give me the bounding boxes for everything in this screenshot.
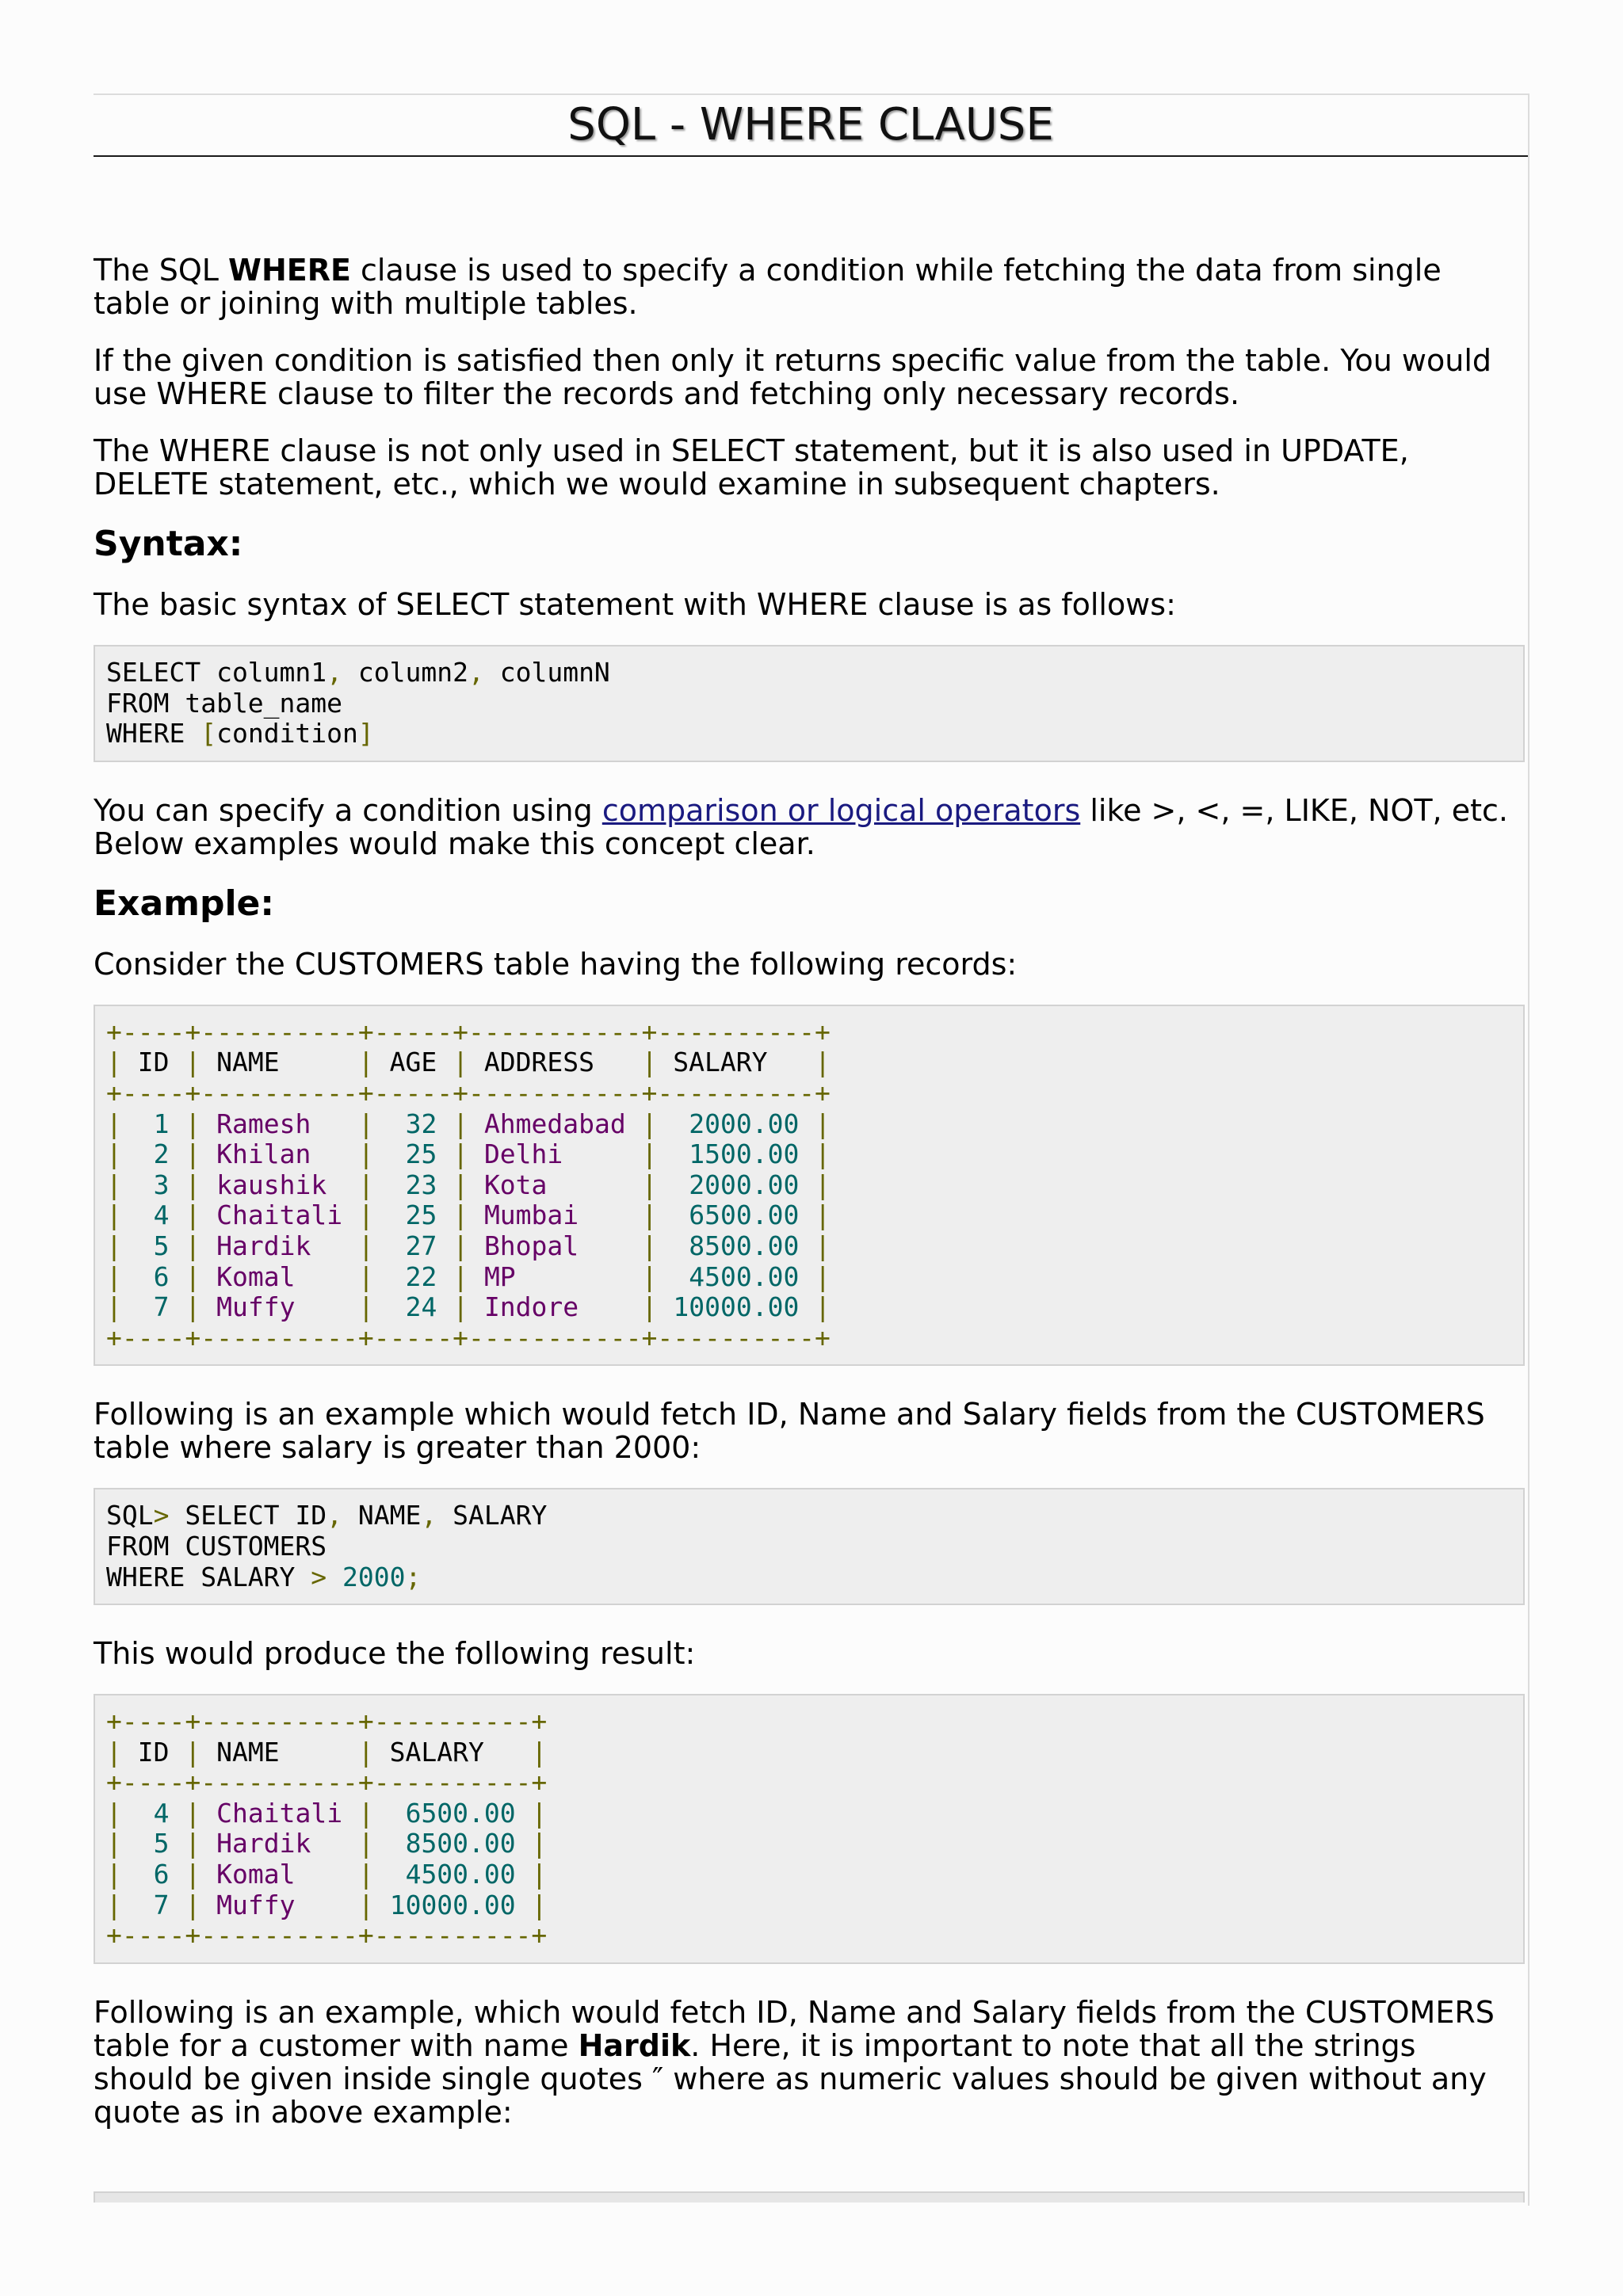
result-table-row: | 5 | Hardik | 8500.00 |	[106, 1828, 548, 1859]
customers-table-row: | 4 | Chaitali | 25 | Mumbai | 6500.00 |	[106, 1199, 831, 1231]
syntax-heading: Syntax:	[94, 524, 243, 564]
intro-paragraph-1: The SQL WHERE clause is used to specify a condition while fetching the data from single table or joining with multiple tables.	[94, 253, 1442, 321]
hardik-example-paragraph: Following is an example, which would fetch ID, Name and Salary fields from the CUSTOMERS table for a customer with name Hardik. Here, it is important to note that all the strings should be given inside single quotes ″ where as numeric values should be given without any quote as in above example:	[94, 1994, 1495, 2130]
syntax-code-block: SELECT column1, column2, columnN FROM table_name WHERE [condition]	[94, 645, 1525, 762]
query-code-block: SQL> SELECT ID, NAME, SALARY FROM CUSTOMERS WHERE SALARY > 2000;	[94, 1488, 1525, 1605]
result-table-row: | 7 | Muffy | 10000.00 |	[106, 1889, 548, 1920]
result-table-row: | 6 | Komal | 4500.00 |	[106, 1859, 548, 1890]
example-description: Consider the CUSTOMERS table having the following records:	[94, 946, 1018, 982]
main-content	[94, 254, 1529, 2153]
page-title: SQL - WHERE CLAUSE	[94, 95, 1528, 157]
operators-paragraph: You can specify a condition using comparison or logical operators like >, <, =, LIKE, NOT, etc. Below examples would make this concept clear.	[94, 792, 1508, 861]
customers-table-row: | 7 | Muffy | 24 | Indore | 10000.00 |	[106, 1291, 831, 1323]
customers-table-row: | 2 | Khilan | 25 | Delhi | 1500.00 |	[106, 1138, 831, 1170]
result-description: This would produce the following result:	[94, 1636, 696, 1672]
customers-table-row: | 5 | Hardik | 27 | Bhopal | 8500.00 |	[106, 1230, 831, 1261]
query-description: Following is an example which would fetch ID, Name and Salary fields from the CUSTOMERS table where salary is greater than 2000:	[94, 1397, 1485, 1466]
syntax-description: The basic syntax of SELECT statement with WHERE clause is as follows:	[94, 587, 1176, 622]
customers-table-row: | 3 | kaushik | 23 | Kota | 2000.00 |	[106, 1169, 831, 1200]
result-table-block: +----+----------+----------+ | ID | NAME | SALARY | +----+----------+----------+ | 4 | Chaitali | 6500.00 | | 5 | Hardik | 8500.00 | | 6 | Komal | 4500.00 | | 7 | Muffy | 10000.00 | +----+----------+----------+	[94, 1694, 1525, 1964]
page-frame	[94, 93, 1529, 2206]
intro-paragraph-2: If the given condition is satisfied then only it returns specific value from the table. You would use WHERE clause to filter the records and fetching only necessary records.	[94, 343, 1492, 411]
result-table-row: | 4 | Chaitali | 6500.00 |	[106, 1797, 548, 1829]
customers-table-block: +----+----------+-----+-----------+----------+ | ID | NAME | AGE | ADDRESS | SALARY | +----+----------+-----+-----------+----------+ | 1 | Ramesh | 32 | Ahmedabad | 2000.00 | | 2 | Khilan | 25 | Delhi | 1500.00 | | 3 | kaushik | 23 | Kota | 2000.00 | | 4 | Chaitali | 25 | Mumbai | 6500.00 | | 5 | Hardik | 27 | Bhopal | 8500.00 | | 6 | Komal | 22 | MP | 4500.00 | | 7 | Muffy | 24 | Indore | 10000.00 | +----+----------+-----+-----------+----------+	[94, 1005, 1525, 1367]
customers-table-row: | 1 | Ramesh | 32 | Ahmedabad | 2000.00 |	[106, 1108, 831, 1139]
customers-table-row: | 6 | Komal | 22 | MP | 4500.00 |	[106, 1261, 831, 1292]
where-keyword: WHERE	[228, 253, 351, 288]
next-code-block	[94, 2191, 1525, 2203]
intro-paragraph-3: The WHERE clause is not only used in SELECT statement, but it is also used in UPDATE, DELETE statement, etc., which we would examine in subsequent chapters.	[94, 433, 1409, 502]
example-heading: Example:	[94, 883, 274, 924]
hardik-bold: Hardik	[578, 2027, 691, 2063]
operators-link[interactable]: comparison or logical operators	[601, 792, 1081, 828]
